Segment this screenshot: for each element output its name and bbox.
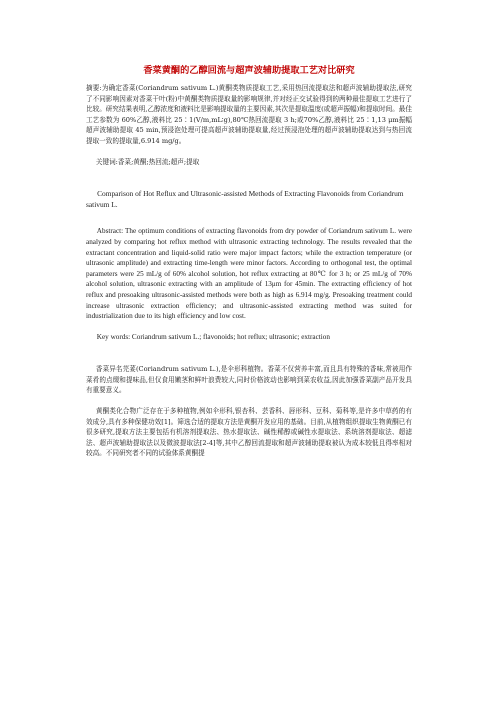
chinese-abstract: 摘要:为确定香菜(Coriandrum sativum L.)黄酮类物质提取工艺,采用热回流提取法和超声波辅助提取法,研究了不同影响因素对香菜干叶(粉)中黄酮类物质提取量的影响规律,并对经正交试验得到的两种最佳提取工艺进行了比较。研究结果表明,乙醇浓度和液料比是影响提取量的主要因素,其次是提取温度(或超声振幅)和提取时间。最佳工艺参数为 60%乙醇,液料比 25∶1(V/m,mL∶g),80℃热回流提取 3 h;或70%乙醇,液料比 25∶1,13 μm振幅超声波辅助提取 45 min,预浸泡处理可提高超声波辅助提取量,经过预浸泡处理的超声波辅助提取达到与热回流提取一致的提取量,6.914 mg/g。 [86,84,412,145]
paper-title: 香菜黄酮的乙醇回流与超声波辅助提取工艺对比研究 [143,65,355,76]
body-paragraph-2: 黄酮类化合物广泛存在于多种植物,例如伞形科,银杏科、芸香科、唇形科、豆科、菊科等,是许多中草药的有效成分,具有多种保健功效[1]。筛选合适的提取方法是黄酮开发应用的基础。目前,从植物组织提取生物黄酮已有很多研究,提取方法主要包括有机溶剂提取法、热水提取法、碱性稀醇或碱性水提取法、系统溶剂提取法、超滤法、超声波辅助提取法以及微波提取法[2-4]等,其中乙醇回流提取和超声波辅助提取被认为成本较低且得率相对较高。不同研究者不同的试验体系黄酮提 [86,407,412,458]
paper-content [86,64,412,459]
english-title: Comparison of Hot Reflux and Ultrasonic-assisted Methods of Extracting Flavonoids from Coriandrum sativum L. [86,189,404,209]
body-paragraph-1: 香菜异名芫荽(Coriandrum sativum L.),是伞形科植物。香菜不仅营养丰富,而且具有特殊的香味,常被用作菜肴的点缀和提味品,但仅食用嫩茎和鲜叶浪费较大,同时价格波动也影响到菜农收益,因此加强香菜副产品开发具有重要意义。 [86,365,412,395]
chinese-keywords: 关键词:香菜;黄酮;热回流;超声;提取 [95,157,200,166]
english-keywords: Key words: Coriandrum sativum L.; flavonoids; hot reflux; ultrasonic; extraction [96,332,330,341]
english-abstract: Abstract: The optimum conditions of extracting flavonoids from dry powder of Coriandrum sativum L. were analyzed by comparing hot reflux method with ultrasonic extracting technology. The results revealed that the extractant concentration and liquid-solid ratio were major impact factors; while the extraction temperature (or ultrasonic amplitude) and extracting time-length were minor factors. According to orthogonal test, the optimal parameters were 25 mL/g of 60% alcohol solution, hot reflux extracting at 80℃ for 3 h; or 25 mL/g of 70% alcohol solution, ultrasonic extracting with an amplitude of 13μm for 45min. The extracting efficiency of hot reflux and presoaking ultrasonic-assisted methods were both as high as 6.914 mg/g. Presoaking treatment could increase ultrasonic extraction efficiency; and ultrasonic-assisted extracting method was suited for industrialization due to its high efficiency and low cost. [86,227,412,321]
